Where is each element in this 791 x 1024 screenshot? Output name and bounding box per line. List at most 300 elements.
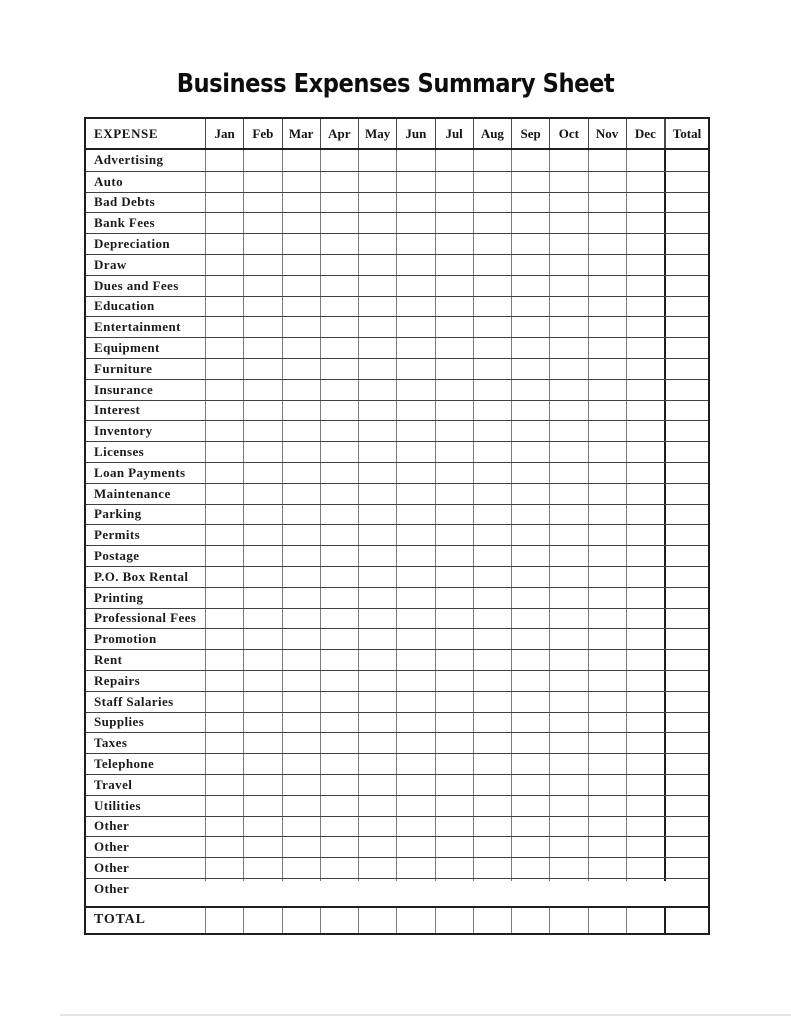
month-value-cell	[358, 255, 396, 275]
month-total-cell	[511, 908, 549, 933]
month-value-cell	[282, 775, 320, 795]
month-value-cell	[626, 713, 664, 733]
month-value-cell	[626, 879, 664, 881]
month-value-cell	[358, 213, 396, 233]
month-value-cell	[626, 692, 664, 712]
month-value-cell	[473, 297, 511, 317]
table-row	[86, 212, 708, 233]
month-value-cell	[435, 858, 473, 878]
month-value-cell	[588, 150, 626, 171]
month-value-cell	[549, 671, 587, 691]
month-value-cell	[435, 380, 473, 400]
month-value-cell	[396, 317, 434, 337]
month-value-cell	[396, 505, 434, 525]
month-value-cell	[282, 567, 320, 587]
month-value-cell	[358, 879, 396, 881]
month-value-cell	[473, 754, 511, 774]
month-value-cell	[626, 546, 664, 566]
month-value-cell	[396, 775, 434, 795]
month-value-cell	[588, 858, 626, 878]
month-value-cell	[358, 733, 396, 753]
month-value-cell	[588, 234, 626, 254]
month-value-cell	[396, 671, 434, 691]
month-value-cell	[358, 567, 396, 587]
month-value-cell	[549, 359, 587, 379]
month-value-cell	[473, 505, 511, 525]
table-row	[86, 254, 708, 275]
total-value-cell	[664, 837, 708, 857]
month-value-cell	[320, 567, 358, 587]
table-row	[86, 857, 708, 878]
month-value-cell	[396, 150, 434, 171]
month-value-cell	[243, 255, 281, 275]
month-value-cell	[588, 401, 626, 421]
month-total-cell	[549, 908, 587, 933]
total-value-cell	[664, 421, 708, 441]
expense-row-label: Bad Debts	[94, 194, 156, 210]
column-header-month: Mar	[282, 119, 320, 148]
month-value-cell	[358, 754, 396, 774]
month-value-cell	[396, 193, 434, 213]
month-value-cell	[205, 442, 243, 462]
month-value-cell	[435, 837, 473, 857]
month-value-cell	[205, 401, 243, 421]
month-value-cell	[511, 525, 549, 545]
month-value-cell	[435, 255, 473, 275]
month-value-cell	[511, 359, 549, 379]
month-value-cell	[205, 505, 243, 525]
month-value-cell	[435, 442, 473, 462]
month-value-cell	[626, 858, 664, 878]
month-value-cell	[396, 879, 434, 881]
expense-row-label: Other	[94, 839, 130, 855]
month-value-cell	[243, 193, 281, 213]
month-value-cell	[358, 421, 396, 441]
month-value-cell	[435, 609, 473, 629]
month-value-cell	[588, 775, 626, 795]
month-value-cell	[588, 193, 626, 213]
month-value-cell	[626, 525, 664, 545]
table-row	[86, 836, 708, 857]
month-value-cell	[435, 359, 473, 379]
month-value-cell	[358, 837, 396, 857]
month-value-cell	[205, 255, 243, 275]
month-value-cell	[205, 546, 243, 566]
month-value-cell	[626, 297, 664, 317]
month-value-cell	[205, 380, 243, 400]
month-value-cell	[511, 546, 549, 566]
table-row	[86, 670, 708, 691]
month-value-cell	[205, 276, 243, 296]
month-value-cell	[320, 442, 358, 462]
month-value-cell	[282, 858, 320, 878]
month-value-cell	[396, 609, 434, 629]
table-row	[86, 316, 708, 337]
expense-row-label: P.O. Box Rental	[94, 568, 189, 584]
month-value-cell	[320, 276, 358, 296]
month-value-cell	[243, 213, 281, 233]
month-value-cell	[435, 650, 473, 670]
total-value-cell	[664, 484, 708, 504]
month-value-cell	[511, 650, 549, 670]
month-value-cell	[358, 338, 396, 358]
month-value-cell	[320, 713, 358, 733]
month-value-cell	[511, 879, 549, 881]
month-value-cell	[282, 609, 320, 629]
table-row	[86, 795, 708, 816]
month-value-cell	[511, 421, 549, 441]
month-value-cell	[282, 588, 320, 608]
total-value-cell	[664, 713, 708, 733]
month-value-cell	[435, 172, 473, 192]
month-value-cell	[588, 588, 626, 608]
month-value-cell	[282, 463, 320, 483]
month-total-cell	[626, 908, 664, 933]
month-value-cell	[243, 588, 281, 608]
month-value-cell	[473, 150, 511, 171]
total-value-cell	[664, 525, 708, 545]
month-value-cell	[282, 234, 320, 254]
total-value-cell	[664, 172, 708, 192]
month-total-cell	[358, 908, 396, 933]
month-value-cell	[435, 150, 473, 171]
month-value-cell	[205, 775, 243, 795]
expense-row-label: Supplies	[94, 714, 145, 730]
month-value-cell	[511, 629, 549, 649]
month-value-cell	[626, 193, 664, 213]
month-value-cell	[473, 359, 511, 379]
month-value-cell	[511, 172, 549, 192]
month-value-cell	[320, 525, 358, 545]
month-value-cell	[473, 193, 511, 213]
column-header-month: Feb	[243, 119, 281, 148]
month-value-cell	[435, 588, 473, 608]
expense-row-label: Promotion	[94, 631, 157, 647]
month-value-cell	[588, 567, 626, 587]
month-value-cell	[282, 484, 320, 504]
month-value-cell	[282, 879, 320, 881]
total-value-cell	[664, 858, 708, 878]
month-value-cell	[626, 588, 664, 608]
month-value-cell	[549, 525, 587, 545]
month-value-cell	[320, 733, 358, 753]
month-value-cell	[511, 588, 549, 608]
month-value-cell	[243, 276, 281, 296]
table-header-row	[86, 119, 708, 150]
month-value-cell	[588, 525, 626, 545]
month-value-cell	[243, 359, 281, 379]
column-header-month: Dec	[626, 119, 664, 148]
month-value-cell	[282, 421, 320, 441]
month-value-cell	[320, 338, 358, 358]
month-value-cell	[549, 567, 587, 587]
month-value-cell	[511, 150, 549, 171]
month-value-cell	[435, 421, 473, 441]
table-row	[86, 233, 708, 254]
expense-row-label: Taxes	[94, 735, 128, 751]
month-value-cell	[243, 338, 281, 358]
month-value-cell	[205, 525, 243, 545]
month-value-cell	[473, 213, 511, 233]
table-row	[86, 400, 708, 421]
month-value-cell	[282, 505, 320, 525]
month-value-cell	[282, 317, 320, 337]
total-value-cell	[664, 213, 708, 233]
month-value-cell	[243, 546, 281, 566]
month-value-cell	[511, 609, 549, 629]
column-header-month: Jan	[205, 119, 243, 148]
month-value-cell	[588, 213, 626, 233]
total-value-cell	[664, 317, 708, 337]
month-value-cell	[243, 858, 281, 878]
month-value-cell	[205, 733, 243, 753]
month-value-cell	[473, 775, 511, 795]
month-value-cell	[473, 650, 511, 670]
total-value-cell	[664, 255, 708, 275]
total-value-cell	[664, 754, 708, 774]
month-value-cell	[511, 338, 549, 358]
month-value-cell	[549, 817, 587, 837]
month-value-cell	[473, 713, 511, 733]
month-value-cell	[320, 193, 358, 213]
month-value-cell	[549, 276, 587, 296]
month-value-cell	[282, 401, 320, 421]
month-value-cell	[511, 567, 549, 587]
month-total-cell	[435, 908, 473, 933]
month-value-cell	[435, 817, 473, 837]
month-value-cell	[243, 401, 281, 421]
month-value-cell	[588, 629, 626, 649]
month-value-cell	[473, 817, 511, 837]
month-value-cell	[205, 338, 243, 358]
month-total-cell	[282, 908, 320, 933]
month-value-cell	[473, 837, 511, 857]
month-value-cell	[626, 817, 664, 837]
month-value-cell	[588, 338, 626, 358]
total-value-cell	[664, 380, 708, 400]
month-value-cell	[549, 733, 587, 753]
month-value-cell	[358, 817, 396, 837]
expense-row-label: Depreciation	[94, 236, 171, 252]
month-value-cell	[205, 317, 243, 337]
total-value-cell	[664, 609, 708, 629]
month-value-cell	[320, 692, 358, 712]
expense-row-label: Other	[94, 818, 130, 834]
month-value-cell	[511, 754, 549, 774]
month-value-cell	[473, 442, 511, 462]
total-value-cell	[664, 775, 708, 795]
month-value-cell	[549, 692, 587, 712]
month-value-cell	[243, 234, 281, 254]
month-value-cell	[588, 359, 626, 379]
column-header-month: Sep	[511, 119, 549, 148]
month-value-cell	[243, 567, 281, 587]
month-value-cell	[243, 796, 281, 816]
month-value-cell	[396, 484, 434, 504]
month-value-cell	[320, 546, 358, 566]
month-value-cell	[473, 380, 511, 400]
month-value-cell	[320, 754, 358, 774]
month-value-cell	[435, 234, 473, 254]
month-value-cell	[396, 525, 434, 545]
month-value-cell	[435, 775, 473, 795]
month-value-cell	[473, 629, 511, 649]
month-value-cell	[588, 713, 626, 733]
month-value-cell	[243, 692, 281, 712]
table-row	[86, 337, 708, 358]
month-value-cell	[282, 671, 320, 691]
table-row	[86, 504, 708, 525]
month-value-cell	[549, 650, 587, 670]
total-value-cell	[664, 671, 708, 691]
month-value-cell	[626, 484, 664, 504]
month-value-cell	[205, 567, 243, 587]
month-value-cell	[511, 837, 549, 857]
month-value-cell	[320, 817, 358, 837]
month-value-cell	[549, 442, 587, 462]
month-value-cell	[473, 525, 511, 545]
month-value-cell	[396, 629, 434, 649]
month-value-cell	[626, 733, 664, 753]
expense-row-label: Travel	[94, 776, 133, 792]
month-value-cell	[282, 817, 320, 837]
month-value-cell	[549, 193, 587, 213]
month-value-cell	[358, 609, 396, 629]
month-value-cell	[358, 629, 396, 649]
month-value-cell	[205, 796, 243, 816]
month-value-cell	[205, 484, 243, 504]
month-value-cell	[549, 338, 587, 358]
month-value-cell	[243, 754, 281, 774]
month-value-cell	[282, 297, 320, 317]
month-value-cell	[473, 567, 511, 587]
month-value-cell	[243, 150, 281, 171]
month-value-cell	[435, 505, 473, 525]
total-value-cell	[664, 505, 708, 525]
month-value-cell	[396, 421, 434, 441]
month-value-cell	[626, 380, 664, 400]
month-value-cell	[243, 671, 281, 691]
month-value-cell	[320, 858, 358, 878]
month-value-cell	[205, 193, 243, 213]
table-row	[86, 774, 708, 795]
month-value-cell	[473, 401, 511, 421]
month-value-cell	[320, 255, 358, 275]
total-value-cell	[664, 796, 708, 816]
month-value-cell	[205, 692, 243, 712]
month-value-cell	[588, 297, 626, 317]
month-value-cell	[243, 380, 281, 400]
month-value-cell	[243, 317, 281, 337]
month-value-cell	[626, 213, 664, 233]
expense-row-label: Entertainment	[94, 319, 181, 335]
month-value-cell	[205, 837, 243, 857]
month-value-cell	[396, 276, 434, 296]
month-value-cell	[205, 297, 243, 317]
month-value-cell	[320, 879, 358, 881]
month-value-cell	[358, 525, 396, 545]
month-value-cell	[320, 837, 358, 857]
month-value-cell	[549, 150, 587, 171]
month-value-cell	[511, 317, 549, 337]
month-value-cell	[243, 421, 281, 441]
month-value-cell	[243, 837, 281, 857]
month-value-cell	[243, 817, 281, 837]
month-value-cell	[473, 463, 511, 483]
month-value-cell	[282, 442, 320, 462]
month-value-cell	[549, 421, 587, 441]
month-value-cell	[358, 463, 396, 483]
table-row	[86, 420, 708, 441]
month-value-cell	[320, 317, 358, 337]
month-value-cell	[282, 650, 320, 670]
month-value-cell	[205, 879, 243, 881]
month-value-cell	[588, 796, 626, 816]
month-value-cell	[473, 276, 511, 296]
month-value-cell	[549, 297, 587, 317]
month-value-cell	[435, 796, 473, 816]
expense-row-label: Parking	[94, 506, 142, 522]
month-value-cell	[205, 609, 243, 629]
month-value-cell	[511, 401, 549, 421]
month-value-cell	[396, 567, 434, 587]
month-value-cell	[549, 754, 587, 774]
expense-rows	[86, 150, 708, 906]
month-value-cell	[396, 817, 434, 837]
month-value-cell	[243, 629, 281, 649]
month-value-cell	[588, 837, 626, 857]
month-total-cell	[320, 908, 358, 933]
month-value-cell	[511, 733, 549, 753]
month-value-cell	[396, 380, 434, 400]
month-total-cell	[243, 908, 281, 933]
expense-row-label: Insurance	[94, 381, 154, 397]
month-value-cell	[549, 234, 587, 254]
month-value-cell	[511, 713, 549, 733]
month-value-cell	[549, 713, 587, 733]
month-value-cell	[358, 588, 396, 608]
month-value-cell	[396, 338, 434, 358]
month-value-cell	[358, 713, 396, 733]
month-value-cell	[358, 359, 396, 379]
scan-edge-line	[60, 1014, 791, 1016]
month-value-cell	[205, 754, 243, 774]
expense-row-label: Maintenance	[94, 485, 171, 501]
table-row	[86, 753, 708, 774]
month-value-cell	[320, 629, 358, 649]
month-value-cell	[435, 525, 473, 545]
month-value-cell	[588, 692, 626, 712]
month-value-cell	[282, 172, 320, 192]
table-row	[86, 275, 708, 296]
month-value-cell	[396, 463, 434, 483]
month-value-cell	[435, 733, 473, 753]
month-value-cell	[549, 380, 587, 400]
month-value-cell	[396, 733, 434, 753]
total-value-cell	[664, 442, 708, 462]
expense-row-label: Furniture	[94, 360, 153, 376]
expense-row-label: Repairs	[94, 672, 141, 688]
month-value-cell	[205, 650, 243, 670]
month-value-cell	[205, 588, 243, 608]
expense-row-label: Printing	[94, 589, 144, 605]
total-value-cell	[664, 817, 708, 837]
month-value-cell	[320, 671, 358, 691]
month-value-cell	[549, 213, 587, 233]
month-value-cell	[435, 629, 473, 649]
month-value-cell	[396, 837, 434, 857]
table-row	[86, 545, 708, 566]
